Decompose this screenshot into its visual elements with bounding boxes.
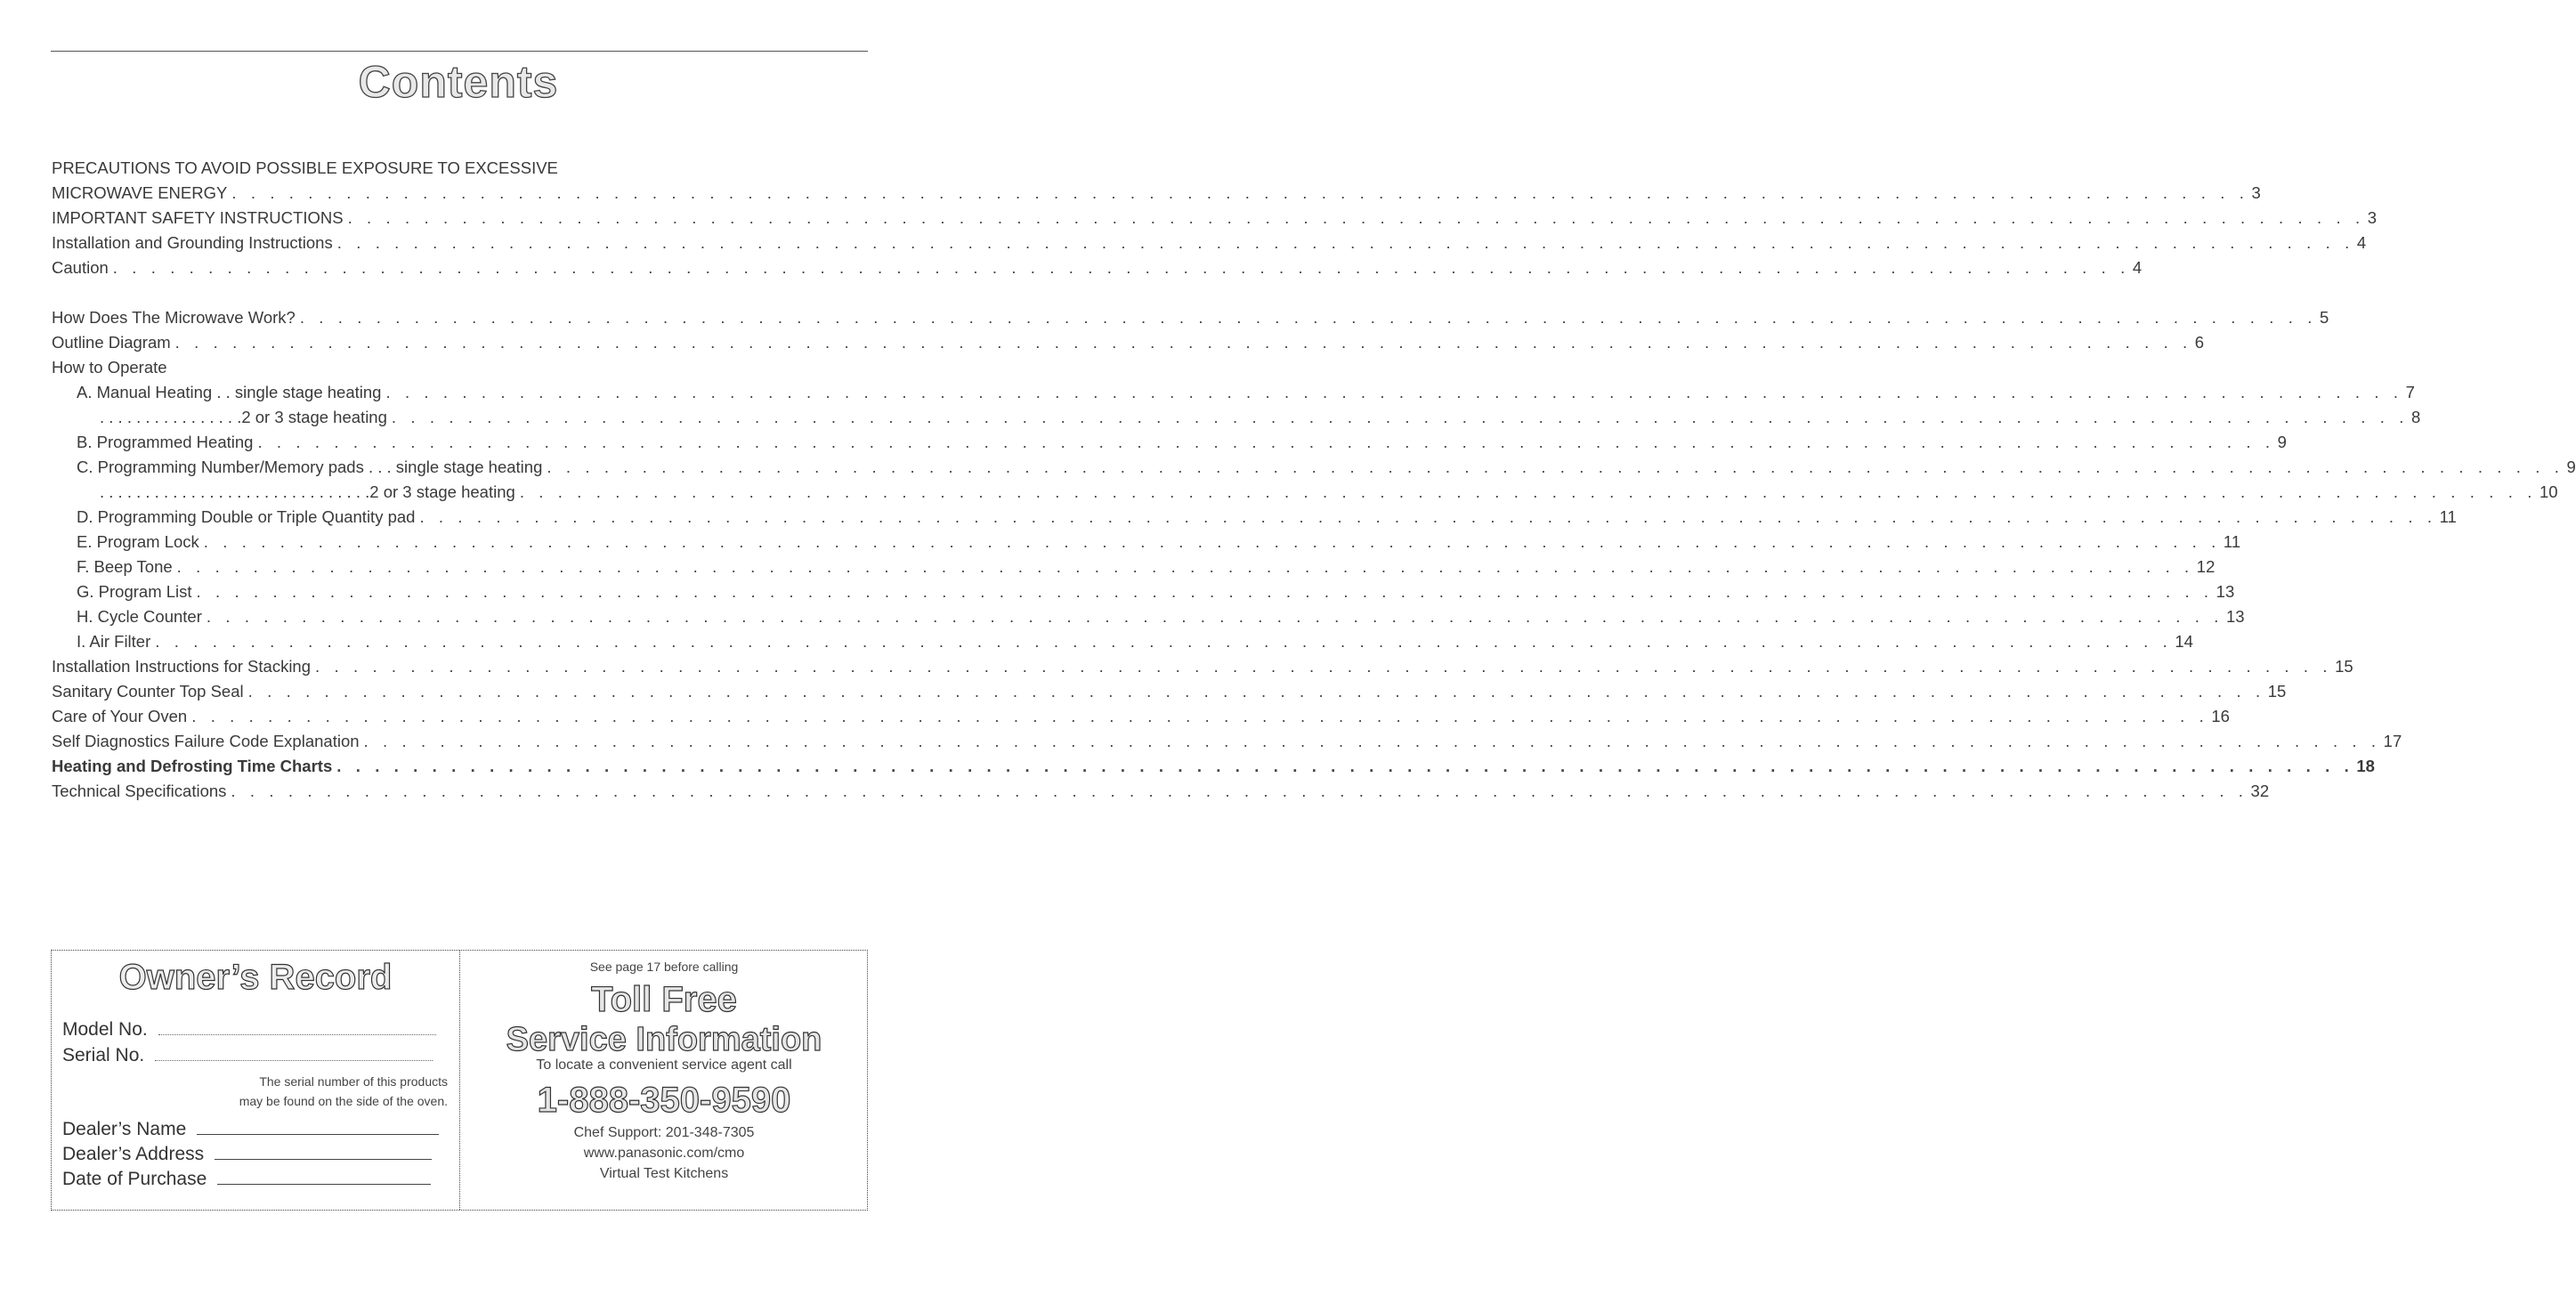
toc-entry[interactable]: H. Cycle Counter . . . . . . . . . . . . . . . . . . . . . . . . . . . . . . . . . . . . . . . . . . . . . . . . . . . . . . . . . . . . . . . . . . . . . . . . . . . . . . . . . . . . . . . . . . . . . . . . . . . . . . . . . . 13 bbox=[77, 607, 2245, 626]
owners-record-box bbox=[52, 951, 459, 1210]
dealer-name-line bbox=[197, 1118, 439, 1135]
toc-entry[interactable]: Installation Instructions for Stacking . . . . . . . . . . . . . . . . . . . . . . . . . . . . . . . . . . . . . . . . . . . . . . . . . . . . . . . . . . . . . . . . . . . . . . . . . . . . . . . . . . . . . . . . . . . . . . . . . . . . . . . . . . 15 bbox=[52, 657, 2353, 676]
service-phone-number[interactable]: 1-888-350-9590 bbox=[537, 1081, 791, 1120]
dealer-name-label: Dealer’s Name bbox=[62, 1119, 187, 1139]
toc-entry[interactable]: C. Programming Number/Memory pads . . . single stage heating . . . . . . . . . . . . . . . . . . . . . . . . . . . . . . . . . . . . . . . . . . . . . . . . . . . . . . . . . . . . . . . . . . . . . . . . . . . . . . . . . . . . . . . . . . . . . . . . . . . . . . . . . . 9 bbox=[77, 458, 2576, 476]
serial-number-line bbox=[155, 1044, 433, 1061]
see-page-note: See page 17 before calling bbox=[589, 960, 739, 974]
serial-note-line-2: may be found on the side of the oven. bbox=[239, 1094, 448, 1108]
toc-entry[interactable]: Sanitary Counter Top Seal . . . . . . . . . . . . . . . . . . . . . . . . . . . . . . . . . . . . . . . . . . . . . . . . . . . . . . . . . . . . . . . . . . . . . . . . . . . . . . . . . . . . . . . . . . . . . . . . . . . . . . . . . . 15 bbox=[52, 682, 2287, 701]
service-information-heading: Service Information bbox=[506, 1021, 822, 1058]
model-number-label: Model No. bbox=[62, 1019, 148, 1040]
toc-entry[interactable]: A. Manual Heating . . single stage heating . . . . . . . . . . . . . . . . . . . . . . . . . . . . . . . . . . . . . . . . . . . . . . . . . . . . . . . . . . . . . . . . . . . . . . . . . . . . . . . . . . . . . . . . . . . . . . . . . . . . . . . . . . 7 bbox=[77, 383, 2415, 401]
toc-entry[interactable]: Outline Diagram . . . . . . . . . . . . . . . . . . . . . . . . . . . . . . . . . . . . . . . . . . . . . . . . . . . . . . . . . . . . . . . . . . . . . . . . . . . . . . . . . . . . . . . . . . . . . . . . . . . . . . . . . . 6 bbox=[52, 333, 2205, 352]
serial-number-field bbox=[62, 1044, 433, 1066]
model-number-line bbox=[158, 1018, 436, 1035]
chef-support-number[interactable]: Chef Support: 201-348-7305 bbox=[573, 1125, 755, 1140]
toc-entry[interactable]: IMPORTANT SAFETY INSTRUCTIONS . . . . . . . . . . . . . . . . . . . . . . . . . . . . . . . . . . . . . . . . . . . . . . . . . . . . . . . . . . . . . . . . . . . . . . . . . . . . . . . . . . . . . . . . . . . . . . . . . . . . . . . . . . 3 bbox=[52, 208, 2377, 227]
toc-entry[interactable]: Caution . . . . . . . . . . . . . . . . . . . . . . . . . . . . . . . . . . . . . . . . . . . . . . . . . . . . . . . . . . . . . . . . . . . . . . . . . . . . . . . . . . . . . . . . . . . . . . . . . . . . . . . . . . 4 bbox=[52, 258, 2143, 277]
toc-entry[interactable]: Technical Specifications . . . . . . . . . . . . . . . . . . . . . . . . . . . . . . . . . . . . . . . . . . . . . . . . . . . . . . . . . . . . . . . . . . . . . . . . . . . . . . . . . . . . . . . . . . . . . . . . . . . . . . . . . . 32 bbox=[52, 782, 2270, 800]
toc-entry[interactable]: F. Beep Tone . . . . . . . . . . . . . . . . . . . . . . . . . . . . . . . . . . . . . . . . . . . . . . . . . . . . . . . . . . . . . . . . . . . . . . . . . . . . . . . . . . . . . . . . . . . . . . . . . . . . . . . . . . 12 bbox=[77, 557, 2216, 576]
purchase-date-label: Date of Purchase bbox=[62, 1169, 207, 1189]
toc-entry[interactable]: E. Program Lock . . . . . . . . . . . . . . . . . . . . . . . . . . . . . . . . . . . . . . . . . . . . . . . . . . . . . . . . . . . . . . . . . . . . . . . . . . . . . . . . . . . . . . . . . . . . . . . . . . . . . . . . . . 11 bbox=[77, 532, 2241, 551]
dealer-address-field bbox=[62, 1143, 432, 1165]
info-boxes bbox=[51, 950, 868, 1211]
toc-entry: How to Operate bbox=[52, 358, 167, 377]
serial-note-line-1: The serial number of this products bbox=[259, 1074, 448, 1089]
toc-entry[interactable]: MICROWAVE ENERGY . . . . . . . . . . . . . . . . . . . . . . . . . . . . . . . . . . . . . . . . . . . . . . . . . . . . . . . . . . . . . . . . . . . . . . . . . . . . . . . . . . . . . . . . . . . . . . . . . . . . . . . . . . 3 bbox=[52, 183, 2261, 202]
toc-entry[interactable]: D. Programming Double or Triple Quantity pad . . . . . . . . . . . . . . . . . . . . . . . . . . . . . . . . . . . . . . . . . . . . . . . . . . . . . . . . . . . . . . . . . . . . . . . . . . . . . . . . . . . . . . . . . . . . . . . . . . . . . . . . . . 11 bbox=[77, 507, 2457, 526]
toc-entry[interactable]: Care of Your Oven . . . . . . . . . . . . . . . . . . . . . . . . . . . . . . . . . . . . . . . . . . . . . . . . . . . . . . . . . . . . . . . . . . . . . . . . . . . . . . . . . . . . . . . . . . . . . . . . . . . . . . . . . . 16 bbox=[52, 707, 2230, 725]
model-number-field bbox=[62, 1018, 436, 1041]
dealer-name-field bbox=[62, 1118, 439, 1140]
toc-entry[interactable]: Self Diagnostics Failure Code Explanation . . . . . . . . . . . . . . . . . . . . . . . . . . . . . . . . . . . . . . . . . . . . . . . . . . . . . . . . . . . . . . . . . . . . . . . . . . . . . . . . . . . . . . . . . . . . . . . . . . . . . . . . . . 17 bbox=[52, 732, 2402, 750]
toc-entry[interactable]: . . . . . . . . . . . . . . . . 2 or 3 stage heating . . . . . . . . . . . . . . . . . . . . . . . . . . . . . . . . . . . . . . . . . . . . . . . . . . . . . . . . . . . . . . . . . . . . . . . . . . . . . . . . . . . . . . . . . . . . . . . . . . . . . . . . . . 8 bbox=[100, 408, 2421, 426]
toc-entry: PRECAUTIONS TO AVOID POSSIBLE EXPOSURE TO EXCESSIVE bbox=[52, 158, 558, 177]
locate-agent-text: To locate a convenient service agent call bbox=[536, 1057, 792, 1073]
owners-record-title: Owner’s Record bbox=[118, 958, 393, 997]
dealer-address-label: Dealer’s Address bbox=[62, 1144, 205, 1164]
table-of-contents bbox=[52, 156, 2576, 804]
dealer-address-line bbox=[215, 1143, 432, 1160]
purchase-date-line bbox=[217, 1168, 431, 1185]
virtual-test-kitchens: Virtual Test Kitchens bbox=[599, 1166, 729, 1181]
toc-entry[interactable]: Heating and Defrosting Time Charts . . . . . . . . . . . . . . . . . . . . . . . . . . . . . . . . . . . . . . . . . . . . . . . . . . . . . . . . . . . . . . . . . . . . . . . . . . . . . . . . . . . . . . . . . . . . . . . . . . . . . . . . . . 18 bbox=[52, 757, 2375, 775]
page-title: Contents bbox=[358, 57, 559, 107]
toll-free-heading: Toll Free bbox=[591, 980, 737, 1019]
toc-entry[interactable]: How Does The Microwave Work? . . . . . . . . . . . . . . . . . . . . . . . . . . . . . . . . . . . . . . . . . . . . . . . . . . . . . . . . . . . . . . . . . . . . . . . . . . . . . . . . . . . . . . . . . . . . . . . . . . . . . . . . . . 5 bbox=[52, 308, 2329, 327]
toc-entry[interactable]: I. Air Filter . . . . . . . . . . . . . . . . . . . . . . . . . . . . . . . . . . . . . . . . . . . . . . . . . . . . . . . . . . . . . . . . . . . . . . . . . . . . . . . . . . . . . . . . . . . . . . . . . . . . . . . . . . 14 bbox=[77, 632, 2193, 651]
purchase-date-field bbox=[62, 1168, 431, 1190]
website-link[interactable]: www.panasonic.com/cmo bbox=[583, 1146, 745, 1161]
serial-number-label: Serial No. bbox=[62, 1045, 145, 1065]
toc-entry[interactable]: B. Programmed Heating . . . . . . . . . . . . . . . . . . . . . . . . . . . . . . . . . . . . . . . . . . . . . . . . . . . . . . . . . . . . . . . . . . . . . . . . . . . . . . . . . . . . . . . . . . . . . . . . . . . . . . . . . . 9 bbox=[77, 433, 2287, 451]
toc-entry[interactable]: G. Program List . . . . . . . . . . . . . . . . . . . . . . . . . . . . . . . . . . . . . . . . . . . . . . . . . . . . . . . . . . . . . . . . . . . . . . . . . . . . . . . . . . . . . . . . . . . . . . . . . . . . . . . . . . 13 bbox=[77, 582, 2235, 601]
toc-entry[interactable]: Installation and Grounding Instructions . . . . . . . . . . . . . . . . . . . . . . . . . . . . . . . . . . . . . . . . . . . . . . . . . . . . . . . . . . . . . . . . . . . . . . . . . . . . . . . . . . . . . . . . . . . . . . . . . . . . . . . . . . 4 bbox=[52, 233, 2367, 252]
service-info-box bbox=[460, 951, 868, 1210]
toc-entry[interactable]: . . . . . . . . . . . . . . . . . . . . . . . . . . . . . . 2 or 3 stage heating . . . . . . . . . . . . . . . . . . . . . . . . . . . . . . . . . . . . . . . . . . . . . . . . . . . . . . . . . . . . . . . . . . . . . . . . . . . . . . . . . . . . . . . . . . . . . . . . . . . . . . . . . . 10 bbox=[100, 482, 2558, 501]
top-rule bbox=[51, 51, 868, 52]
